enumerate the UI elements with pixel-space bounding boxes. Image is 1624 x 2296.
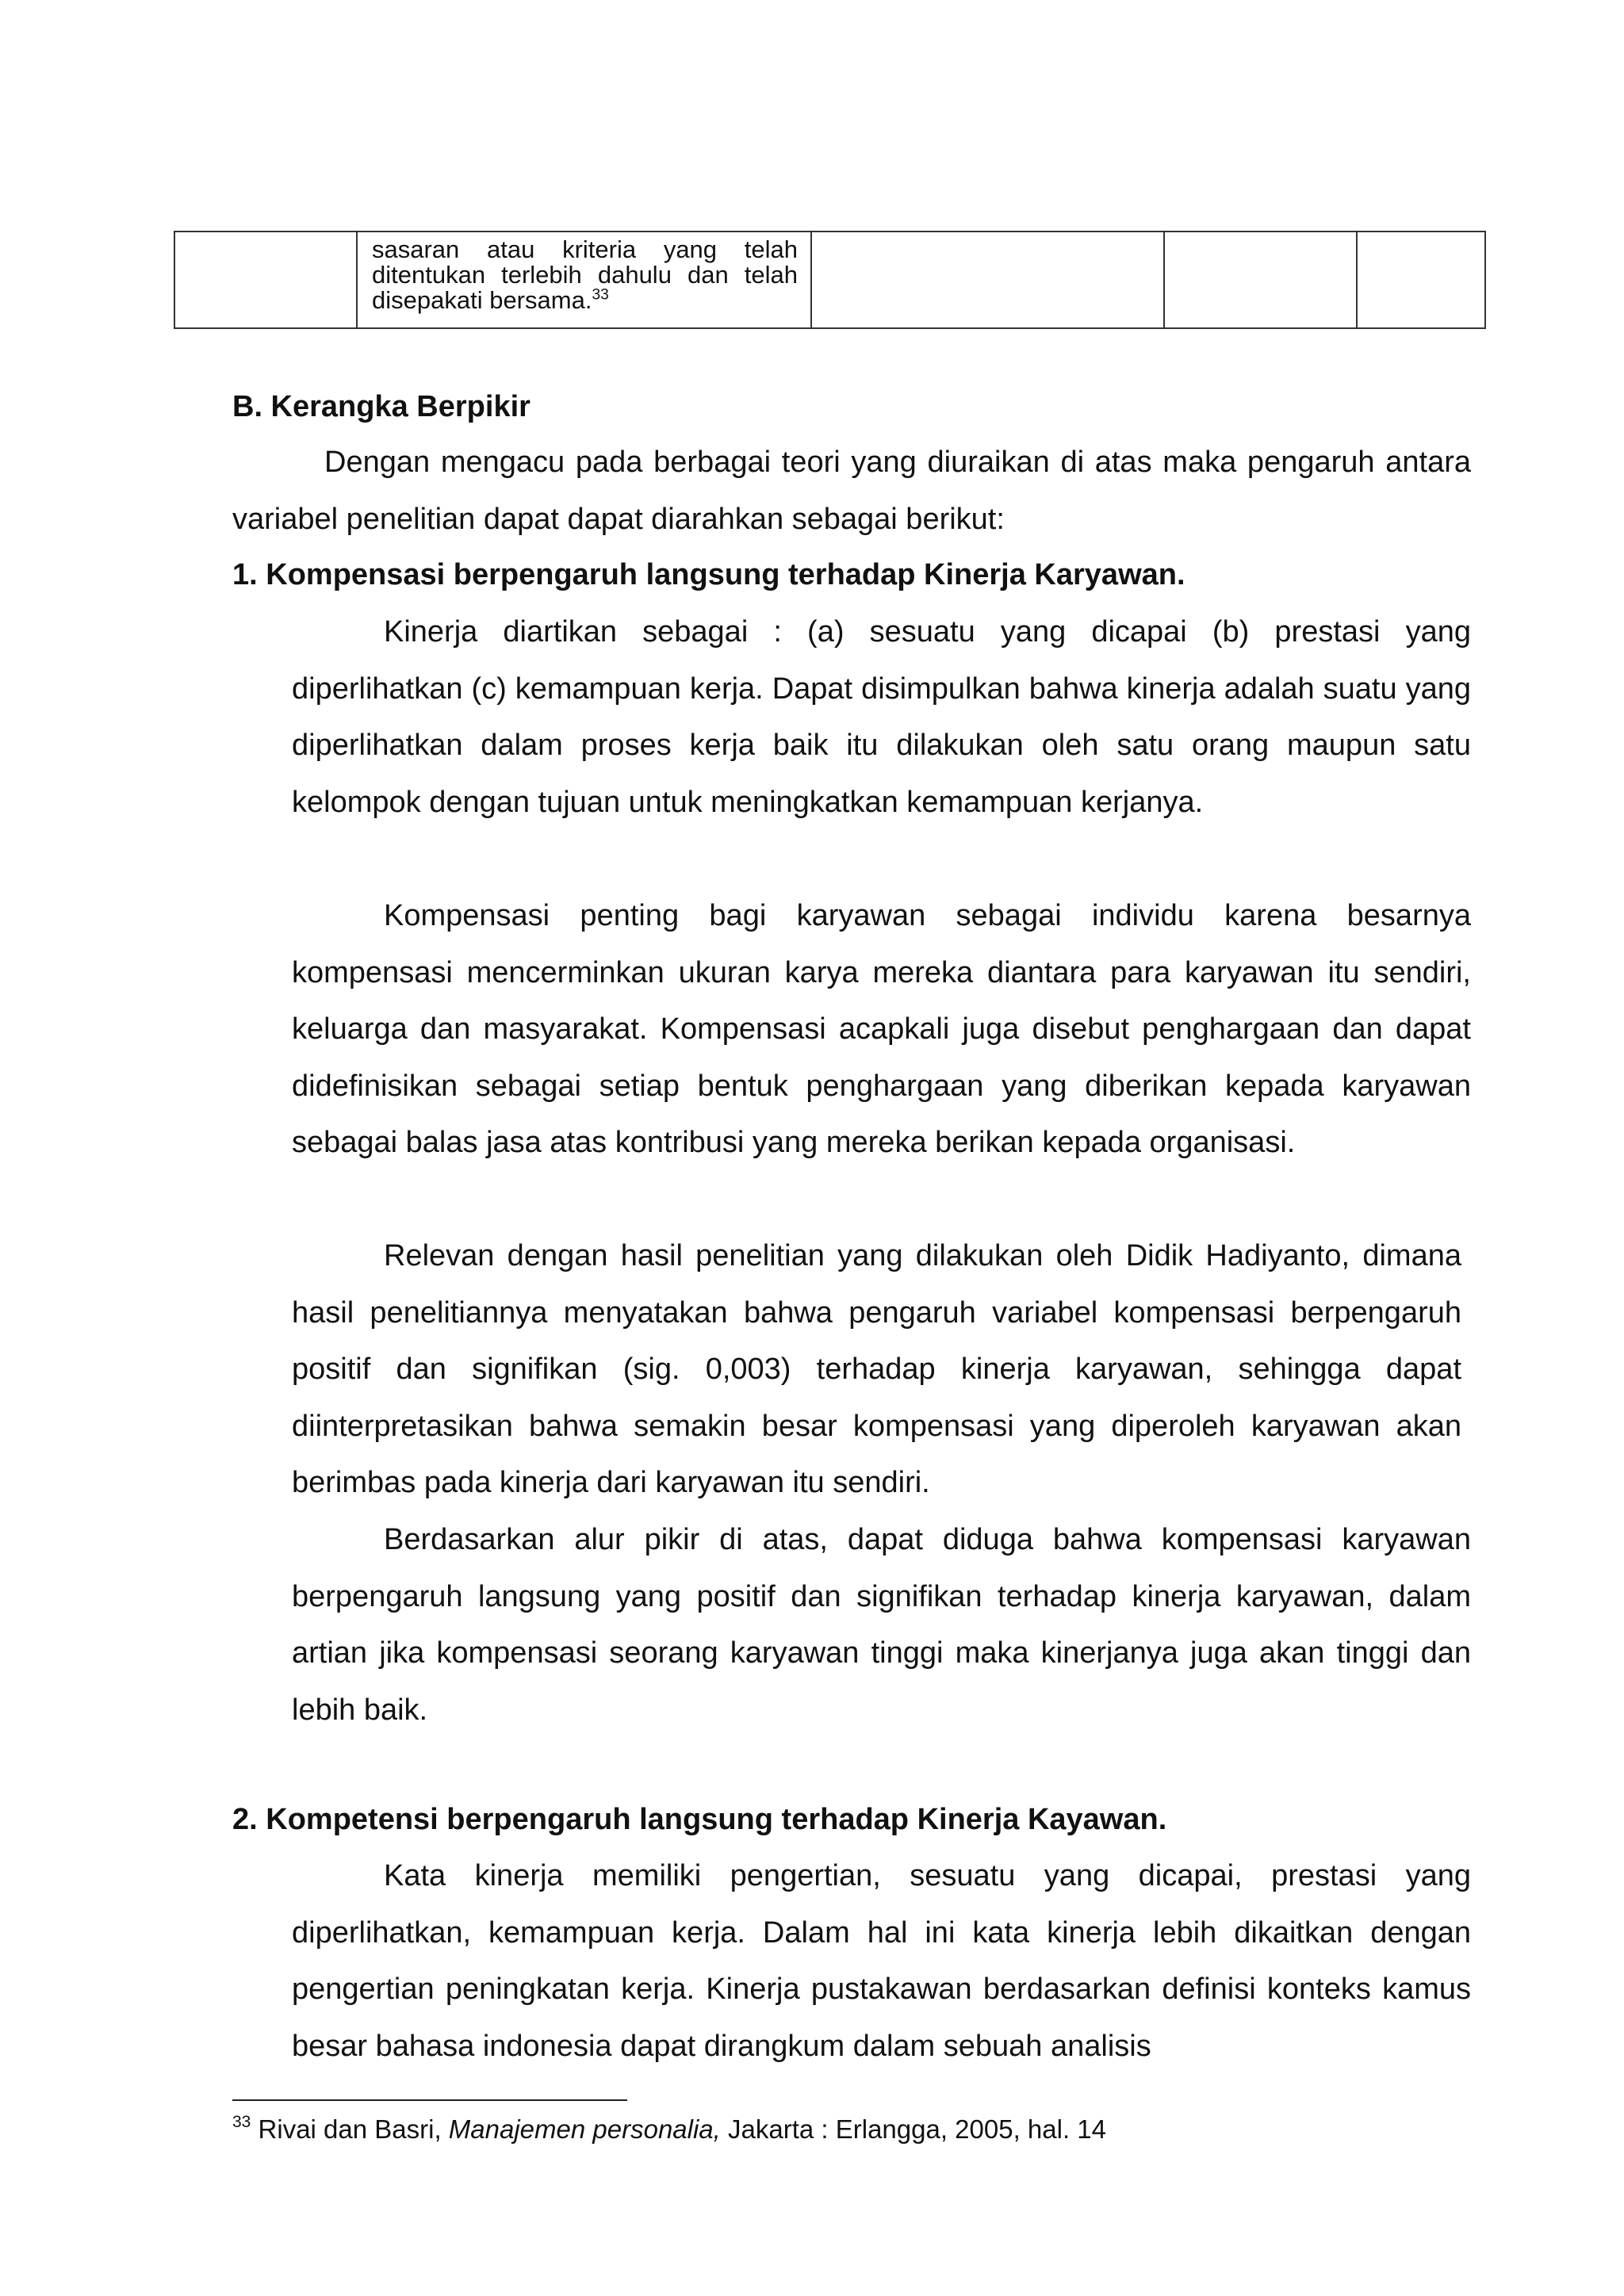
footnote-separator bbox=[232, 2099, 627, 2101]
point-1-paragraph-2: Kompensasi penting bagi karyawan sebagai individu karena besarnya kompensasi mencerminkan ukuran karya mereka diantara para karyawan itu sendiri, keluarga dan masyarakat. Kompensasi acapkali juga disebut penghargaan dan dapat didefinisikan sebagai setiap bentuk penghargaan yang diberikan kepada karyawan sebagai balas jasa atas kontribusi yang mereka berikan kepada organisasi. bbox=[292, 899, 1471, 1159]
table-fragment bbox=[174, 231, 1486, 329]
table-cell-text bbox=[357, 232, 811, 328]
table-cell-empty bbox=[174, 232, 357, 328]
table-cell-empty bbox=[1357, 232, 1485, 328]
footnote bbox=[232, 2112, 1106, 2147]
section-heading: B. Kerangka Berpikir bbox=[232, 390, 530, 423]
point-1-heading: 1. Kompensasi berpengaruh langsung terhadap Kinerja Karyawan. bbox=[232, 558, 1185, 591]
point-1-paragraph-4: Berdasarkan alur pikir di atas, dapat diduga bahwa kompensasi karyawan berpengaruh langsung yang positif dan signifikan terhadap kinerja karyawan, dalam artian jika kompensasi seorang karyawan tinggi maka kinerjanya juga akan tinggi dan lebih baik. bbox=[292, 1523, 1471, 1727]
section-intro-paragraph: Dengan mengacu pada berbagai teori yang diuraikan di atas maka pengaruh antara variabel penelitian dapat dapat diarahkan sebagai berikut: bbox=[232, 446, 1471, 536]
footnote-publication: Jakarta : Erlangga, 2005, hal. 14 bbox=[720, 2114, 1106, 2144]
footnote-authors: Rivai dan Basri, bbox=[258, 2114, 449, 2144]
footnote-ref: 33 bbox=[592, 286, 609, 304]
point-2-heading: 2. Kompetensi berpengaruh langsung terhadap Kinerja Kayawan. bbox=[232, 1803, 1167, 1836]
point-1-paragraph-1: Kinerja diartikan sebagai : (a) sesuatu yang dicapai (b) prestasi yang diperlihatkan (c) kemampuan kerja. Dapat disimpulkan bahwa kinerja adalah suatu yang diperlihatkan dalam proses kerja baik itu dilakukan oleh satu orang maupun satu kelompok dengan tujuan untuk meningkatkan kemampuan kerjanya. bbox=[292, 615, 1471, 819]
footnote-number: 33 bbox=[232, 2113, 251, 2131]
table-row bbox=[174, 232, 1485, 328]
table-cell-content: sasaran atau kriteria yang telah ditentukan terlebih dahulu dan telah disepakati bersama. bbox=[372, 235, 798, 314]
table-cell-empty bbox=[1164, 232, 1357, 328]
table-cell-empty bbox=[811, 232, 1164, 328]
point-2-paragraph-1: Kata kinerja memiliki pengertian, sesuatu yang dicapai, prestasi yang diperlihatkan, kemampuan kerja. Dalam hal ini kata kinerja lebih dikaitkan dengan pengertian peningkatan kerja. Kinerja pustakawan berdasarkan definisi konteks kamus besar bahasa indonesia dapat dirangkum dalam sebuah analisis bbox=[292, 1859, 1471, 2063]
footnote-book-title: Manajemen personalia, bbox=[448, 2114, 721, 2144]
point-1-paragraph-3: Relevan dengan hasil penelitian yang dilakukan oleh Didik Hadiyanto, dimana hasil penelitiannya menyatakan bahwa pengaruh variabel kompensasi berpengaruh positif dan signifikan (sig. 0,003) terhadap kinerja karyawan, sehingga dapat diinterpretasikan bahwa semakin besar kompensasi yang diperoleh karyawan akan berimbas pada kinerja dari karyawan itu sendiri. bbox=[292, 1239, 1461, 1499]
